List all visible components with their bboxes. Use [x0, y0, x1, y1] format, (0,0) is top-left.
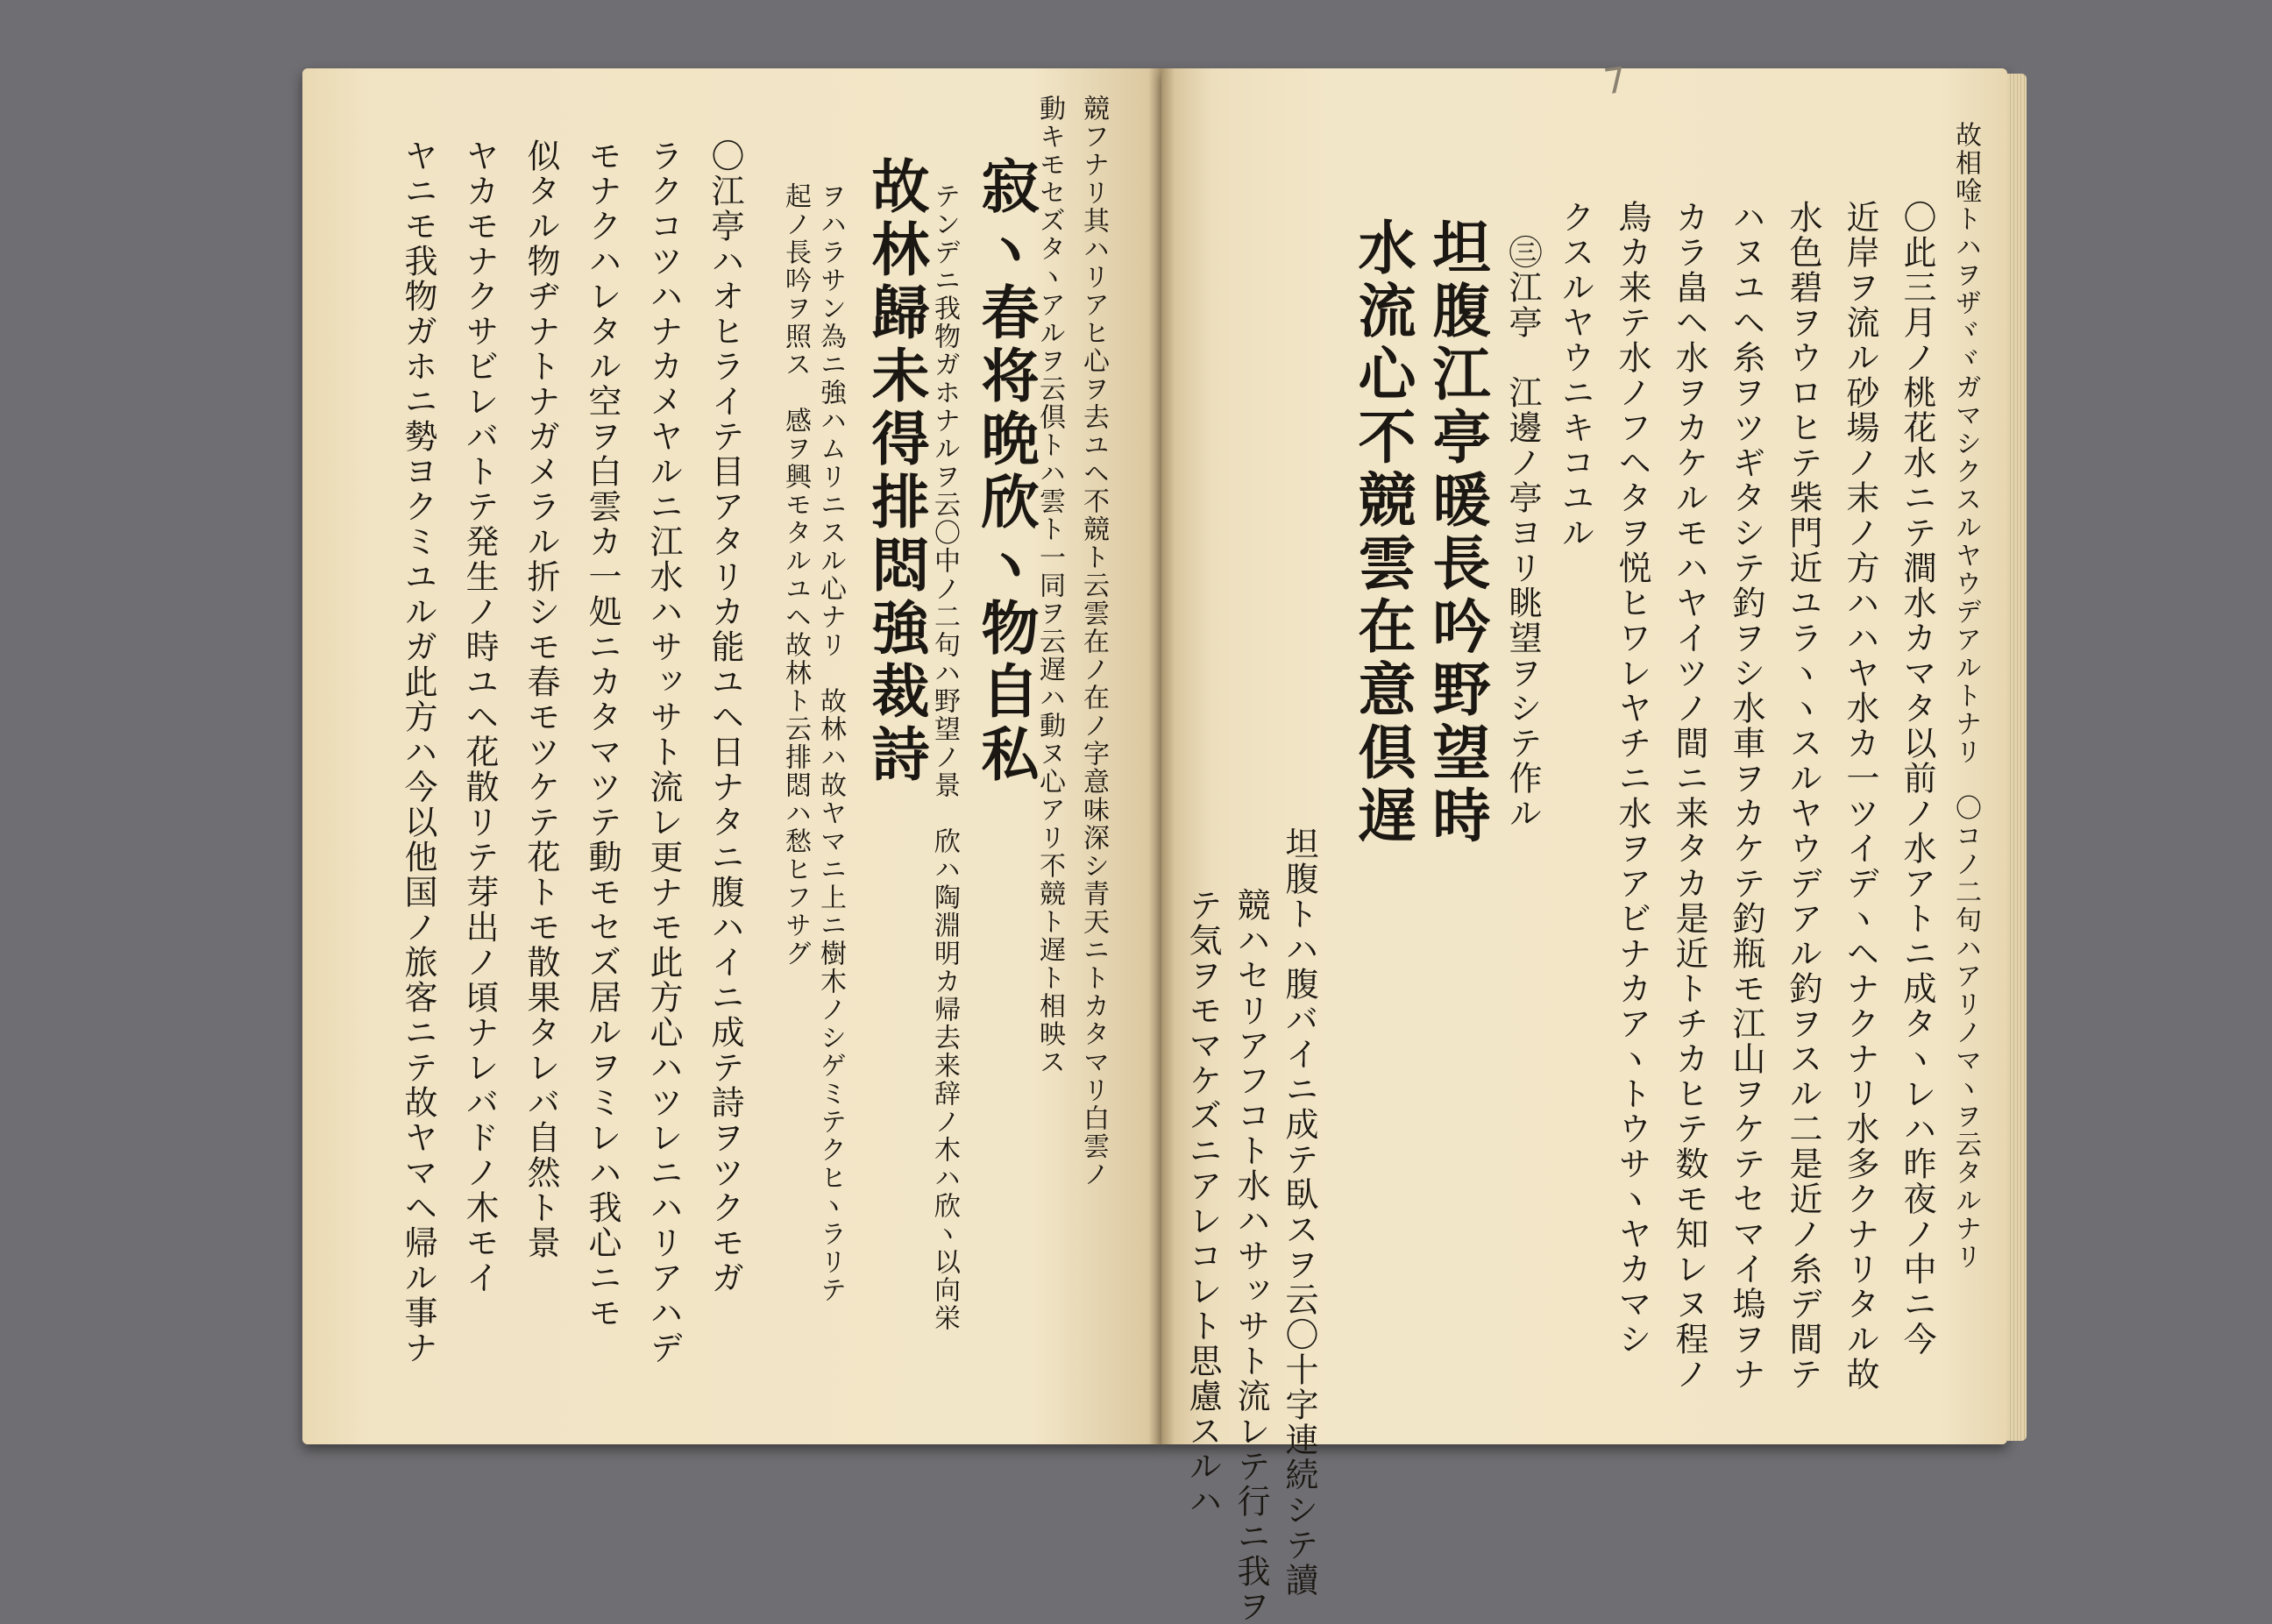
right-col-6: カラ畠ヘ水ヲカケルモハヤイツノ間ニ来タカ是近トチカヒテ数モ知レヌ程ノ: [1670, 200, 1708, 1392]
book-gutter: [1148, 68, 1175, 1444]
right-col-9: ㊂江亭 江邊ノ亭ヨリ眺望ヲシテ作ル: [1503, 235, 1542, 831]
left-col-8: 〇江亭ハオヒライテ目アタリカ能ユヘ日ナタニ腹ハイニ成テ詩ヲツクモガ: [706, 138, 744, 1295]
left-col-10: モナクハレタル空ヲ白雲カ一処ニカタマツテ動モセズ居ルヲミレハ我心ニモ: [583, 138, 621, 1330]
right-col-2: 〇此三月ノ桃花水ニテ澗水カマタ以前ノ水アトニ成タヽレハ昨夜ノ中ニ今: [1898, 200, 1936, 1357]
left-col-12: ヤカモナクサビレバトテ発生ノ時ユヘ花散リテ芽出ノ頃ナレバドノ木モイ: [460, 138, 499, 1295]
open-book: [294, 61, 2038, 1624]
right-col-11: 水流心不競雲在意倶遅: [1348, 217, 1416, 848]
right-col-8: クスルヤウニキコユル: [1556, 200, 1594, 550]
left-col-11: 似タル物ヂナトナガメラル折シモ春モツケテ花トモ散果タレバ自然ト景: [522, 138, 560, 1260]
left-col-9: ラクコツハナカメヤルニ江水ハサッサト流レ更ナモ此方心ハツレニハリアハデ: [644, 138, 683, 1365]
right-col-13: 競ハセリアフコト水ハサッサト流レテ行ニ我ヲ: [1232, 888, 1270, 1624]
left-col-5: 故林歸未得排悶強裁詩: [862, 156, 930, 787]
page-number: 7: [1601, 60, 1629, 103]
page-edges: [2007, 74, 2027, 1441]
right-col-1: 故相唫トハヲザヾヾガマシクスルヤウデアルトナリ 〇コノ二句ハアリノマヽヲ云タルナリ: [1950, 121, 1981, 1271]
left-col-6: ヲハラサン為ニ強ハムリニスル心ナリ 故林ハ故ヤマニ上ニ樹木ノシゲミテクヒヽラリテ: [815, 182, 846, 1304]
right-col-12: 坦腹トハ腹バイニ成テ臥スヲ云〇十字連続シテ讀: [1280, 826, 1318, 1598]
right-col-4: 水色碧ヲウロヒテ柴門近ユラヽヽスルヤウデアル釣ヲスル二是近ノ糸デ間テ: [1784, 200, 1822, 1392]
left-col-2: 動キモセズタヽアルヲ云倶トハ雲ト一同ヲ云遅ハ動ヌ心アリ不競ト遅ト相映ス: [1034, 95, 1065, 1076]
right-page: [1161, 68, 2007, 1624]
right-col-10: 坦腹江亭暖長吟野望時: [1423, 217, 1491, 848]
left-col-7: 起ノ長吟ヲ照ス 感ヲ興モタルユヘ故林ト云排悶ハ愁ヒフサグ: [780, 182, 811, 968]
left-col-13: ヤニモ我物ガホニ勢ヨクミユルガ此方ハ今以他国ノ旅客ニテ故ヤマヘ帰ル事ナ: [399, 138, 437, 1365]
left-col-1: 競フナリ其ハリアヒ心ヲ去ユヘ不競ト云雲在ノ在ノ字意味深シ青天ニトカタマリ白雲ノ: [1078, 95, 1109, 1188]
right-col-7: 鳥カ来テ水ノフヘタヲ悦ヒワレヤチニ水ヲアビナカアヽトウサヽヤカマシ: [1613, 200, 1651, 1357]
right-col-14: テ気ヲモマケズニアレコレト思慮スルハ: [1183, 888, 1222, 1519]
left-col-3: 寂ヽ春将晩欣ヽ物自私: [971, 156, 1040, 787]
right-col-3: 近岸ヲ流ル砂場ノ末ノ方ハハヤ水カ一ツイデヽヘナクナリ水多クナリタル故: [1841, 200, 1879, 1392]
left-col-4: テンデニ我物ガホナルヲ云〇中ノ二句ハ野望ノ景 欣ハ陶淵明カ帰去来辞ノ木ハ欣ヽ以向栄: [929, 182, 960, 1332]
left-page: [302, 68, 1161, 1444]
right-col-5: ハヌユヘ糸ヲツギタシテ釣ヲシ水車ヲカケテ釣瓶モ江山ヲケテセマイ塢ヲナ: [1727, 200, 1765, 1392]
